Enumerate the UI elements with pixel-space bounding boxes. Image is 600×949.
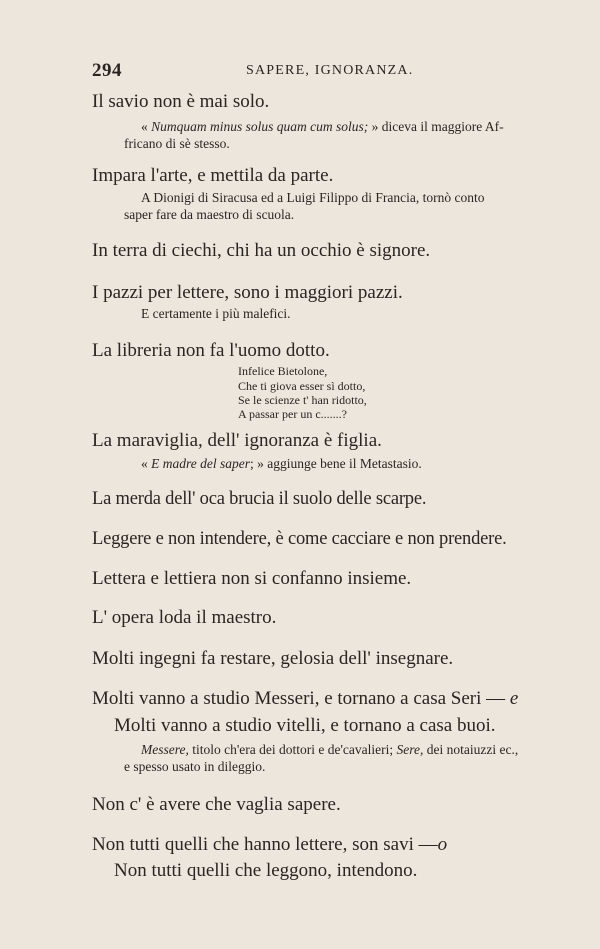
proverb: Non tutti quelli che hanno lettere, son savi —o [92,834,448,855]
connector: o [437,834,448,855]
proverb: Molti vanno a studio Messeri, e tornano a casa Seri — e [92,688,519,709]
proverb: Molti vanno a studio vitelli, e tornano a casa buoi. [114,715,496,736]
proverb-note: e spesso usato in dileggio. [124,759,266,774]
proverb: Impara l'arte, e mettila da parte. [92,165,334,186]
proverb-note: Messere, titolo ch'era dei dottori e de'cavalieri; Sere, dei notaiuzzi ec., [141,742,519,757]
proverb: Molti ingegni fa restare, gelosia dell' insegnare. [92,648,454,669]
running-title: SAPERE, IGNORANZA. [246,63,414,78]
proverb: L' opera loda il maestro. [92,607,277,628]
proverb: Il savio non è mai solo. [92,91,270,112]
verse-line: Se le scienze t' han ridotto, [238,393,367,407]
proverb: Lettera e lettiera non si confanno insieme. [92,568,412,589]
proverb-note: E certamente i più malefici. [141,306,291,321]
proverb: In terra di ciechi, chi ha un occhio è signore. [92,240,431,261]
proverb: La merda dell' oca brucia il suolo delle scarpe. [92,489,427,509]
verse-line: Che ti giova esser sì dotto, [238,379,366,393]
connector: e [509,688,519,709]
proverb: La libreria non fa l'uomo dotto. [92,340,330,361]
proverb: La maraviglia, dell' ignoranza è figlia. [92,430,382,451]
proverb-note: « Numquam minus solus quam cum solus; » diceva il maggiore Af- [141,119,504,134]
proverb: Non c' è avere che vaglia sapere. [92,794,341,815]
proverb-note: fricano di sè stesso. [124,136,230,151]
verse-line: Infelice Bietolone, [238,364,328,378]
proverb: Leggere e non intendere, è come cacciare e non prendere. [92,529,507,549]
verse-line: A passar per un c.......? [238,407,347,421]
page-header [92,60,532,84]
proverb-note: saper fare da maestro di scuola. [124,207,295,222]
proverb-note: « E madre del saper; » aggiunge bene il Metastasio. [141,456,422,471]
proverb-note: A Dionigi di Siracusa ed a Luigi Filippo di Francia, tornò conto [141,190,485,205]
proverb: I pazzi per lettere, sono i maggiori pazzi. [92,282,403,303]
proverb: Non tutti quelli che leggono, intendono. [114,860,418,881]
page-number: 294 [92,60,122,81]
